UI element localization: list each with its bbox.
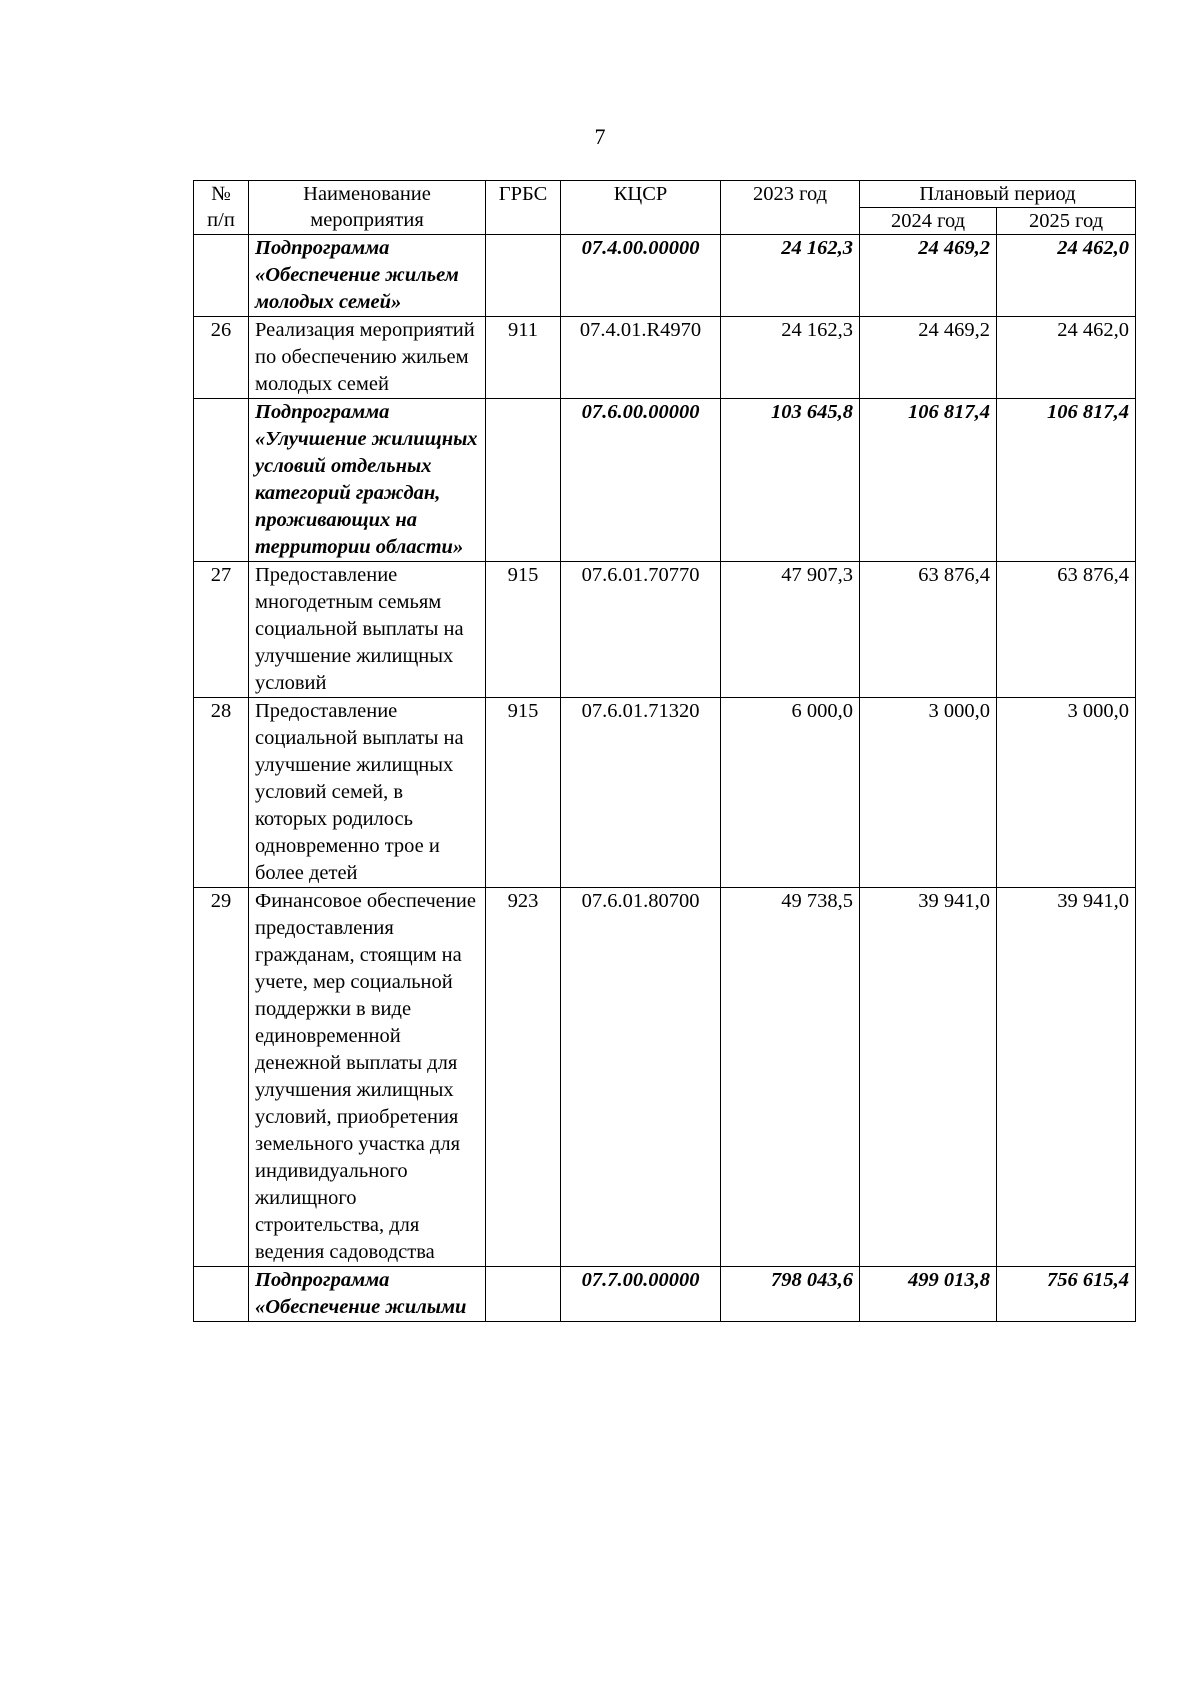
row-number: 28 <box>194 698 249 888</box>
row-name: Предоставление социальной выплаты на улучшение жилищных условий семей, в которых родилось одновременно трое и более детей <box>249 698 486 888</box>
row-grbs: 915 <box>486 698 561 888</box>
header-year-2025: 2025 год <box>997 208 1136 235</box>
table-row <box>194 317 1136 399</box>
row-amount-2025: 24 462,0 <box>997 317 1136 399</box>
row-amount-2024: 24 469,2 <box>860 317 997 399</box>
row-number: 29 <box>194 888 249 1267</box>
row-grbs: 911 <box>486 317 561 399</box>
row-grbs: 915 <box>486 562 561 698</box>
header-planned-period: Плановый период <box>860 181 1136 208</box>
row-name: Подпрограмма «Обеспечение жилыми <box>249 1267 486 1322</box>
row-amount-2024: 3 000,0 <box>860 698 997 888</box>
row-amount-2024: 499 013,8 <box>860 1267 997 1322</box>
header-row-top <box>194 181 1136 208</box>
page-number: 7 <box>594 124 606 149</box>
row-kcsr: 07.6.01.70770 <box>561 562 721 698</box>
budget-table <box>193 180 1136 1322</box>
row-name: Реализация мероприятий по обеспечению жильем молодых семей <box>249 317 486 399</box>
header-number-line1: № <box>211 183 231 205</box>
row-amount-2024: 39 941,0 <box>860 888 997 1267</box>
row-kcsr: 07.6.01.71320 <box>561 698 721 888</box>
row-amount-2025: 39 941,0 <box>997 888 1136 1267</box>
row-amount-2024: 24 469,2 <box>860 235 997 317</box>
row-number: 26 <box>194 317 249 399</box>
header-number-line2: п/п <box>207 209 235 231</box>
table-row-subprogram <box>194 1267 1136 1322</box>
table-row-subprogram <box>194 235 1136 317</box>
row-grbs <box>486 1267 561 1322</box>
header-name <box>249 181 486 235</box>
row-number <box>194 235 249 317</box>
row-name: Предоставление многодетным семьям социальной выплаты на улучшение жилищных условий <box>249 562 486 698</box>
row-kcsr: 07.6.00.00000 <box>561 399 721 562</box>
row-amount-2023: 6 000,0 <box>721 698 860 888</box>
row-number <box>194 1267 249 1322</box>
header-kcsr: КЦСР <box>561 181 721 235</box>
row-amount-2023: 47 907,3 <box>721 562 860 698</box>
row-amount-2025: 3 000,0 <box>997 698 1136 888</box>
row-amount-2023: 49 738,5 <box>721 888 860 1267</box>
row-amount-2025: 106 817,4 <box>997 399 1136 562</box>
table-row <box>194 888 1136 1267</box>
row-amount-2023: 798 043,6 <box>721 1267 860 1322</box>
row-amount-2023: 24 162,3 <box>721 235 860 317</box>
table-row <box>194 562 1136 698</box>
row-grbs <box>486 399 561 562</box>
header-grbs: ГРБС <box>486 181 561 235</box>
row-number <box>194 399 249 562</box>
header-year-2024: 2024 год <box>860 208 997 235</box>
table-row-subprogram <box>194 399 1136 562</box>
header-name-line2: мероприятия <box>310 209 424 231</box>
row-kcsr: 07.6.01.80700 <box>561 888 721 1267</box>
row-amount-2024: 63 876,4 <box>860 562 997 698</box>
row-amount-2023: 24 162,3 <box>721 317 860 399</box>
row-kcsr: 07.4.01.R4970 <box>561 317 721 399</box>
row-name: Подпрограмма «Улучшение жилищных условий отдельных категорий граждан, проживающих на территории области» <box>249 399 486 562</box>
header-year-2023: 2023 год <box>721 181 860 235</box>
row-amount-2025: 756 615,4 <box>997 1267 1136 1322</box>
row-amount-2024: 106 817,4 <box>860 399 997 562</box>
row-kcsr: 07.7.00.00000 <box>561 1267 721 1322</box>
table-row <box>194 698 1136 888</box>
row-kcsr: 07.4.00.00000 <box>561 235 721 317</box>
row-amount-2025: 63 876,4 <box>997 562 1136 698</box>
header-number <box>194 181 249 235</box>
row-amount-2023: 103 645,8 <box>721 399 860 562</box>
header-name-line1: Наименование <box>303 183 431 205</box>
row-amount-2025: 24 462,0 <box>997 235 1136 317</box>
row-name: Подпрограмма «Обеспечение жильем молодых семей» <box>249 235 486 317</box>
row-number: 27 <box>194 562 249 698</box>
row-grbs <box>486 235 561 317</box>
row-grbs: 923 <box>486 888 561 1267</box>
row-name: Финансовое обеспечение предоставления гражданам, стоящим на учете, мер социальной поддержки в виде единовременной денежной выплаты для улучшения жилищных условий, приобретения земельного участка для индивидуального жилищного строительства, для ведения садоводства <box>249 888 486 1267</box>
